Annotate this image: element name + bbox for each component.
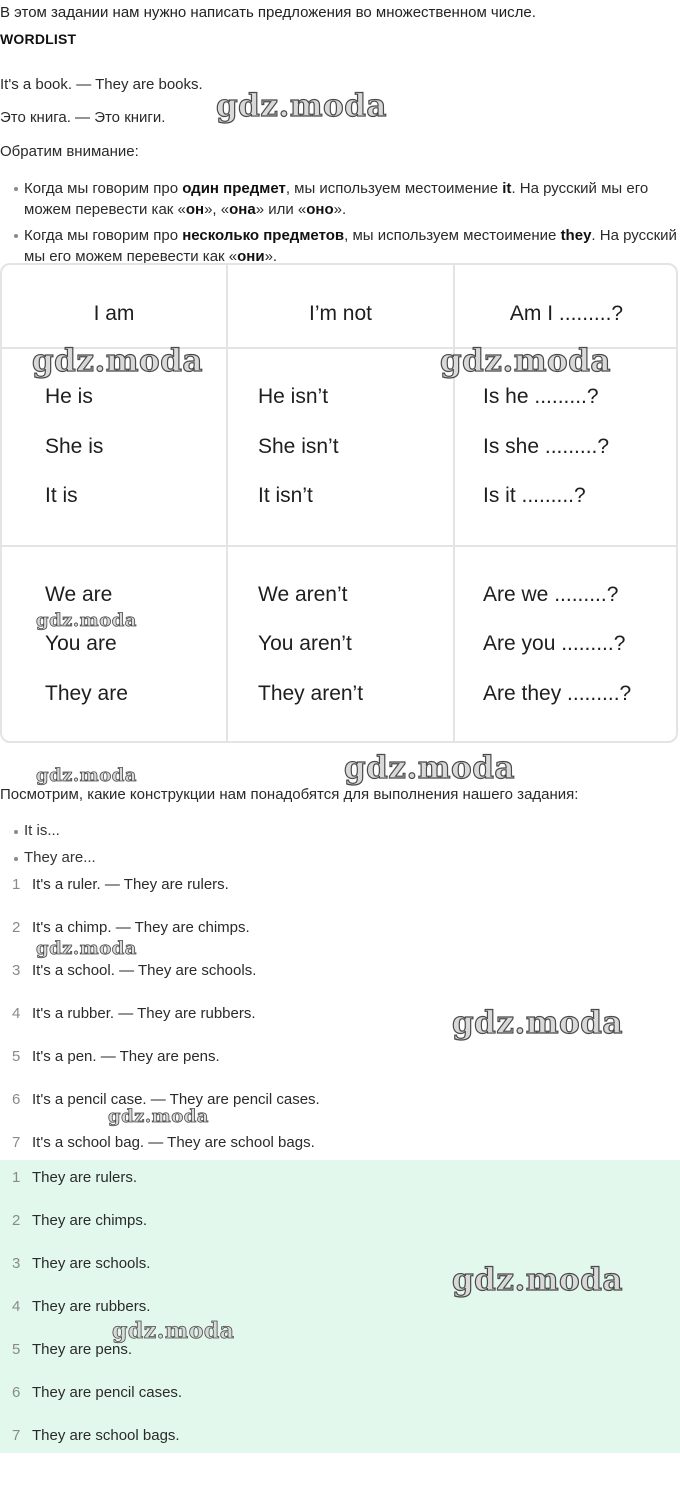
table-cell: We aren’t [258, 583, 348, 606]
table-cell: Is he .........? [483, 385, 599, 408]
table-cell: They aren’t [258, 682, 364, 705]
construction-item: They are... [14, 849, 96, 866]
watermark: gdz.moda [452, 1262, 623, 1298]
answer-item: 3 They are schools. [12, 1255, 151, 1272]
rule-text: Когда мы говорим про один предмет, мы используем местоимение it. На русский мы его можем перевести как «он», «она» или «оно». [24, 180, 649, 218]
watermark: gdz.moda [112, 1318, 235, 1344]
task-item: 3 It's a school. — They are schools. [12, 962, 257, 979]
table-divider [226, 265, 228, 741]
watermark: gdz.moda [36, 765, 137, 786]
bullet-dot [14, 187, 18, 191]
task-item: 5 It's a pen. — They are pens. [12, 1048, 220, 1065]
note-label: Обратим внимание: [0, 143, 139, 160]
answer-item: 1 They are rulers. [12, 1169, 138, 1186]
wordlist-label: WORDLIST [0, 31, 77, 47]
answer-item: 4 They are rubbers. [12, 1298, 151, 1315]
table-cell: She is [45, 435, 104, 458]
watermark: gdz.moda [32, 343, 203, 379]
constructions-intro: Посмотрим, какие конструкции нам понадобятся для выполнения нашего задания: [0, 786, 579, 803]
task-item: 4 It's a rubber. — They are rubbers. [12, 1005, 256, 1022]
header-negative: I’m not [308, 302, 373, 325]
to-be-grammar-table [0, 263, 678, 743]
table-cell: It is [45, 484, 78, 507]
bullet-dot [14, 857, 18, 861]
table-cell: You aren’t [258, 632, 352, 655]
task-item: 6 It's a pencil case. — They are pencil cases. [12, 1091, 320, 1108]
answer-item: 6 They are pencil cases. [12, 1384, 183, 1401]
table-divider [453, 265, 455, 741]
bullet-dot [14, 830, 18, 834]
watermark: gdz.moda [452, 1005, 623, 1041]
watermark: gdz.moda [344, 750, 515, 786]
watermark: gdz.moda [108, 1106, 209, 1127]
table-cell: Are they .........? [483, 682, 632, 705]
rule-text: Когда мы говорим про несколько предметов, мы используем местоимение they. На русский мы его можем перевести как «они». [24, 227, 677, 265]
table-cell: It isn’t [258, 484, 313, 507]
table-cell: Is she .........? [483, 435, 610, 458]
task-item: 1 It's a ruler. — They are rulers. [12, 876, 229, 893]
header-affirmative: I am [93, 302, 135, 325]
answer-item: 7 They are school bags. [12, 1427, 180, 1444]
table-cell: He is [45, 385, 93, 408]
watermark: gdz.moda [216, 88, 387, 124]
watermark: gdz.moda [36, 610, 137, 631]
table-divider [2, 545, 676, 547]
example-russian: Это книга. — Это книги. [0, 109, 166, 126]
rule-bullet-they [14, 225, 678, 267]
table-cell: We are [45, 583, 113, 606]
table-cell: Are you .........? [483, 632, 626, 655]
table-cell: You are [45, 632, 117, 655]
table-cell: He isn’t [258, 385, 329, 408]
table-cell: She isn’t [258, 435, 339, 458]
construction-item: It is... [14, 822, 60, 839]
answer-item: 2 They are chimps. [12, 1212, 148, 1229]
rule-bullet-it [14, 178, 678, 220]
task-intro: В этом задании нам нужно написать предложения во множественном числе. [0, 4, 536, 21]
watermark: gdz.moda [36, 938, 137, 959]
table-cell: They are [45, 682, 128, 705]
task-item: 2 It's a chimp. — They are chimps. [12, 919, 250, 936]
task-item: 7 It's a school bag. — They are school bags. [12, 1134, 315, 1151]
table-cell: Is it .........? [483, 484, 586, 507]
answer-item: 5 They are pens. [12, 1341, 133, 1358]
table-cell: Are we .........? [483, 583, 619, 606]
table-divider [2, 347, 676, 349]
bullet-dot [14, 234, 18, 238]
watermark: gdz.moda [440, 343, 611, 379]
example-english: It's a book. — They are books. [0, 76, 203, 93]
header-question: Am I .........? [509, 302, 624, 325]
